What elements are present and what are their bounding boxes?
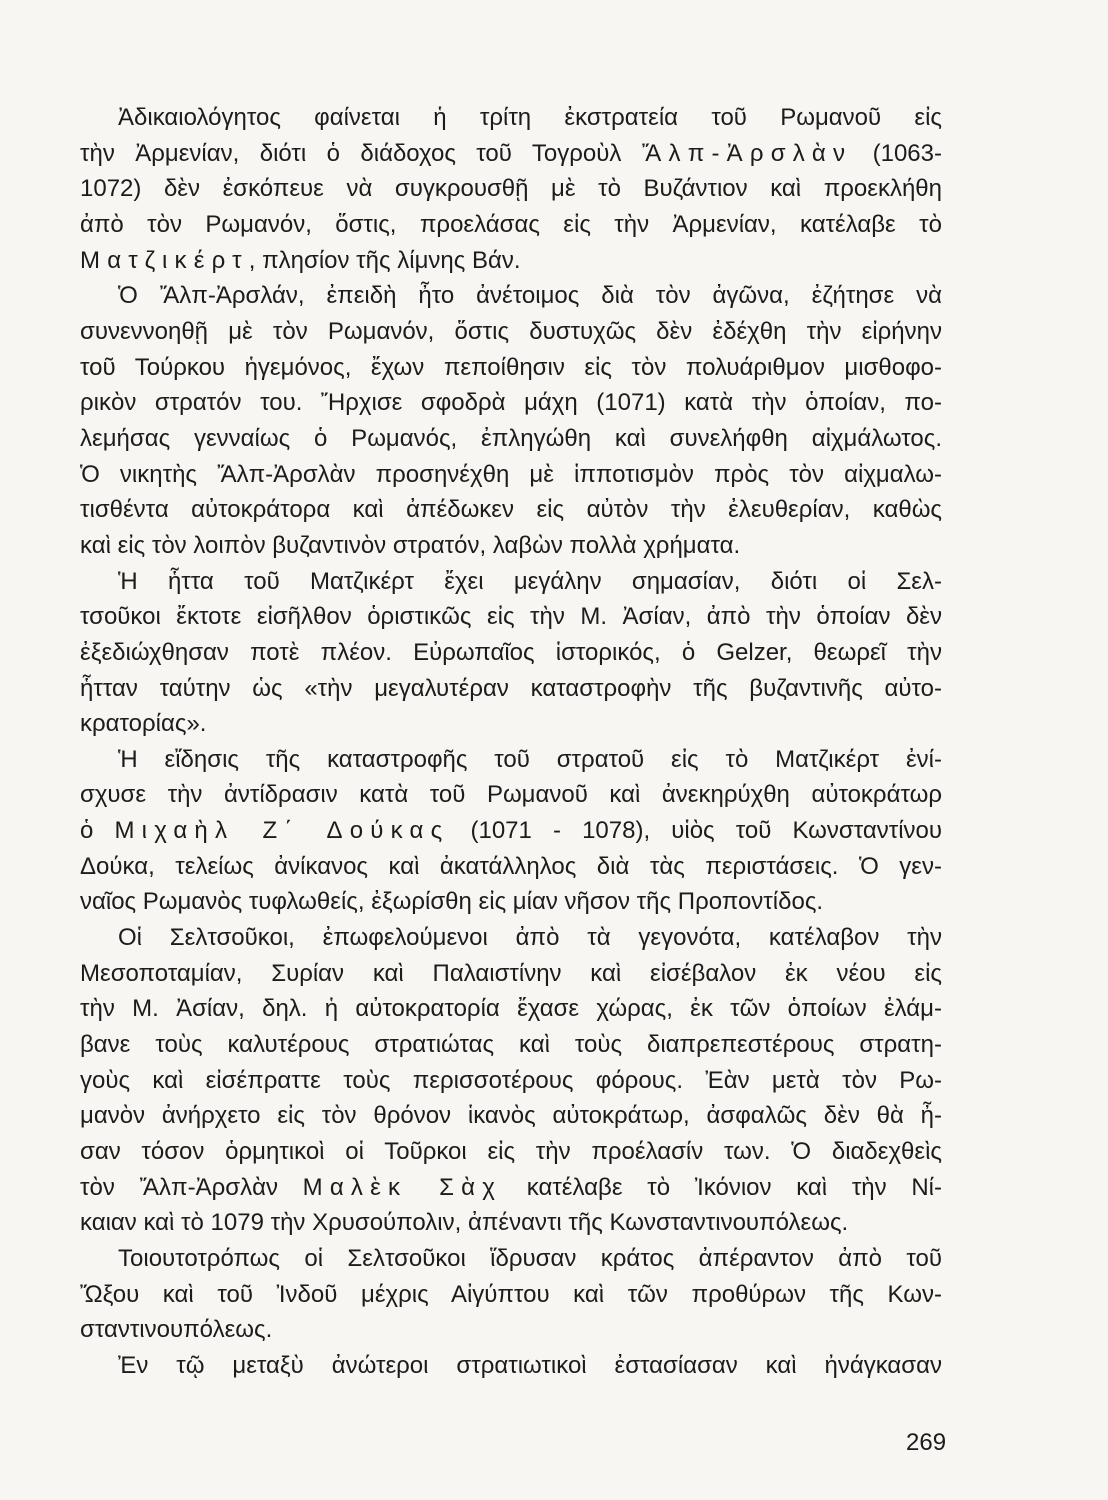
text-segment: κατέλαβε τὸ Ἰκόνιον καὶ τὴν Νί-: [502, 1173, 943, 1201]
line-text: Οἱ Σελτσοῦκοι, ἐπωφελούμενοι ἀπὸ τὰ γεγονότα, κατέλαβον τὴν: [118, 924, 942, 952]
text-line: [80, 350, 942, 386]
text-line: [80, 1348, 942, 1384]
text-line: [80, 385, 942, 421]
line-text: ναῖος Ρωμανὸς τυφλωθείς, ἐξωρίσθη εἰς μίαν νῆσον τῆς Προποντίδος.: [80, 888, 824, 916]
line-text: ἧτταν ταύτην ὡς «τὴν μεγαλυτέραν καταστροφὴν τῆς βυζαντινῆς αὐτο-: [80, 674, 942, 702]
text-segment: ὁ: [80, 817, 115, 845]
spaced-emphasis: Ματζικέρτ: [80, 246, 249, 274]
text-line: [80, 777, 942, 813]
line-text: τὴν Μ. Ἀσίαν, δηλ. ἡ αὐτοκρατορία ἔχασε χώρας, ἐκ τῶν ὁποίων ἐλάμ-: [80, 995, 942, 1023]
line-text: σταντινουπόλεως.: [80, 1316, 273, 1344]
text-line: [80, 1170, 942, 1206]
text-line: [80, 278, 942, 314]
line-text: [80, 243, 521, 279]
line-text: [80, 136, 942, 172]
text-line: [80, 849, 942, 885]
line-text: τισθέντα αὐτοκράτορα καὶ ἀπέδωκεν εἰς αὐτὸν τὴν ἐλευθερίαν, καθὼς: [80, 496, 942, 524]
text-line: [80, 1134, 942, 1170]
text-line: [80, 1027, 942, 1063]
text-line: [80, 1241, 942, 1277]
text-line: [80, 100, 942, 136]
line-text: βανε τοὺς καλυτέρους στρατιώτας καὶ τοὺς διαπρεπεστέρους στρατη-: [80, 1031, 942, 1059]
line-text: Ὁ Ἄλπ-Ἀρσλάν, ἐπειδὴ ἦτο ἀνέτοιμος διὰ τὸν ἀγῶνα, ἐζήτησε νὰ: [118, 282, 942, 310]
line-text: ρικὸν στρατόν του. Ἤρχισε σφοδρὰ μάχη (1071) κατὰ τὴν ὁποίαν, πο-: [80, 389, 942, 417]
paragraph: [80, 920, 942, 1241]
paragraph: [80, 100, 942, 278]
line-text: ἐξεδιώχθησαν ποτὲ πλέον. Εὐρωπαῖος ἱστορικός, ὁ Gelzer, θεωρεῖ τὴν: [80, 638, 942, 666]
paragraph: [80, 564, 942, 742]
text-line: [80, 813, 942, 849]
spaced-emphasis: Μιχαὴλ Ζ΄ Δούκας: [114, 817, 450, 845]
line-text: Ἡ εἴδησις τῆς καταστροφῆς τοῦ στρατοῦ εἰς τὸ Ματζικέρτ ἐνί-: [118, 745, 942, 773]
text-segment: (1071 - 1078), υἱὸς τοῦ Κωνσταντίνου: [449, 817, 943, 845]
line-text: Ὁ νικητὴς Ἄλπ-Ἀρσλὰν προσηνέχθη μὲ ἱπποτισμὸν πρὸς τὸν αἰχμαλω-: [80, 460, 942, 488]
line-text: Ὤξου καὶ τοῦ Ἰνδοῦ μέχρις Αἰγύπτου καὶ τῶν προθύρων τῆς Κων-: [80, 1280, 942, 1308]
paragraph: [80, 742, 942, 920]
paragraph: [80, 1348, 942, 1384]
line-text: καὶ εἰς τὸν λοιπὸν βυζαντινὸν στρατόν, λαβὼν πολλὰ χρήματα.: [80, 531, 741, 559]
line-text: ἀπὸ τὸν Ρωμανόν, ὅστις, προελάσας εἰς τὴν Ἀρμενίαν, κατέλαβε τὸ: [80, 210, 942, 238]
text-line: [80, 243, 942, 279]
text-line: [80, 706, 942, 742]
line-text: σχυσε τὴν ἀντίδρασιν κατὰ τοῦ Ρωμανοῦ καὶ ἀνεκηρύχθη αὐτοκράτωρ: [80, 781, 942, 809]
line-text: 1072) δὲν ἐσκόπευε νὰ συγκρουσθῇ μὲ τὸ Βυζάντιον καὶ προεκλήθη: [80, 175, 942, 203]
line-text: Ἡ ἧττα τοῦ Ματζικέρτ ἔχει μεγάλην σημασίαν, διότι οἱ Σελ-: [118, 567, 942, 595]
text-line: [80, 635, 942, 671]
line-text: μανὸν ἀνήρχετο εἰς τὸν θρόνον ἱκανὸς αὐτοκράτωρ, ἀσφαλῶς δὲν θὰ ἦ-: [80, 1102, 942, 1130]
text-line: [80, 1063, 942, 1099]
text-segment: , πλησίον τῆς λίμνης Βάν.: [248, 246, 521, 274]
text-line: [80, 528, 942, 564]
text-line: [80, 884, 942, 920]
text-line: [80, 492, 942, 528]
text-line: [80, 956, 942, 992]
text-line: [80, 207, 942, 243]
line-text: Ἐν τῷ μεταξὺ ἀνώτεροι στρατιωτικοὶ ἐστασίασαν καὶ ἠνάγκασαν: [118, 1351, 942, 1379]
page-number: 269: [906, 1429, 947, 1456]
line-text: καιαν καὶ τὸ 1079 τὴν Χρυσούπολιν, ἀπέναντι τῆς Κωνσταντινουπόλεως.: [80, 1209, 849, 1237]
line-text: συνεννοηθῇ μὲ τὸν Ρωμανόν, ὅστις δυστυχῶς δὲν ἐδέχθη τὴν εἰρήνην: [80, 317, 942, 345]
line-text: σαν τόσον ὁρμητικοὶ οἱ Τοῦρκοι εἰς τὴν προέλασίν των. Ὁ διαδεχθεὶς: [80, 1138, 942, 1166]
text-line: [80, 1277, 942, 1313]
spaced-emphasis: Μαλὲκ Σὰχ: [302, 1173, 503, 1201]
text-line: [80, 599, 942, 635]
text-line: [80, 136, 942, 172]
text-line: [80, 421, 942, 457]
text-line: [80, 457, 942, 493]
line-text: γοὺς καὶ εἰσέπραττε τοὺς περισσοτέρους φόρους. Ἐὰν μετὰ τὸν Ρω-: [80, 1066, 942, 1094]
line-text: Ἀδικαιολόγητος φαίνεται ἡ τρίτη ἐκστρατεία τοῦ Ρωμανοῦ εἰς: [118, 104, 942, 131]
text-line: [80, 742, 942, 778]
line-text: [80, 1170, 942, 1206]
line-text: Δούκα, τελείως ἀνίκανος καὶ ἀκατάλληλος διὰ τὰς περιστάσεις. Ὁ γεν-: [80, 852, 942, 880]
text-line: [80, 314, 942, 350]
text-line: [80, 171, 942, 207]
text-line: [80, 1205, 942, 1241]
line-text: [80, 813, 942, 849]
line-text: Μεσοποταμίαν, Συρίαν καὶ Παλαιστίνην καὶ εἰσέβαλον ἐκ νέου εἰς: [80, 959, 942, 987]
text-line: [80, 671, 942, 707]
text-segment: τὴν Ἀρμενίαν, διότι ὁ διάδοχος τοῦ Τογροὺλ: [80, 139, 642, 167]
text-line: [80, 1098, 942, 1134]
text-line: [80, 991, 942, 1027]
body-text: [80, 100, 942, 1384]
paragraph: [80, 278, 942, 563]
text-segment: τὸν Ἄλπ-Ἀρσλὰν: [80, 1173, 303, 1201]
line-text: τοῦ Τούρκου ἡγεμόνος, ἔχων πεποίθησιν εἰς τὸν πολυάριθμον μισθοφο-: [80, 353, 942, 381]
line-text: λεμήσας γενναίως ὁ Ρωμανός, ἐπληγώθη καὶ συνελήφθη αἰχμάλωτος.: [80, 424, 942, 452]
spaced-emphasis: Ἄλπ-Ἀρσλὰν: [641, 139, 853, 167]
text-line: [80, 920, 942, 956]
line-text: κρατορίας».: [80, 710, 207, 738]
text-line: [80, 564, 942, 600]
line-text: τσοῦκοι ἔκτοτε εἰσῆλθον ὁριστικῶς εἰς τὴν Μ. Ἀσίαν, ἀπὸ τὴν ὁποίαν δὲν: [80, 603, 942, 631]
text-segment: (1063-: [852, 139, 942, 167]
text-line: [80, 1312, 942, 1348]
paragraph: [80, 1241, 942, 1348]
line-text: Τοιουτοτρόπως οἱ Σελτσοῦκοι ἵδρυσαν κράτος ἀπέραντον ἀπὸ τοῦ: [118, 1245, 942, 1272]
